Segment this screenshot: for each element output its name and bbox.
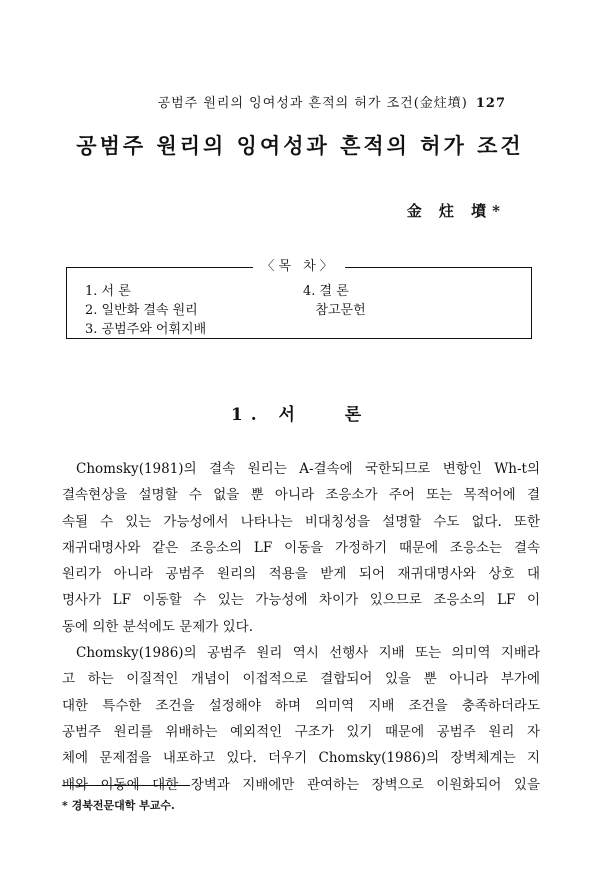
toc-item: 1. 서 론 [85,284,131,299]
body-line: 체에 문제점을 내포하고 있다. 더우기 Chomsky(1986)의 장벽체계는 지 [62,750,540,767]
toc-heading: 〈목 차〉 [253,259,344,274]
body-line: 원리가 아니라 공범주 원리의 적용을 받게 되어 재귀대명사와 상호 대 [62,566,540,583]
body-line: 배와 이동에 대한 장벽과 지배에만 관여하는 장벽으로 이원화되어 있을 [62,776,540,793]
body-line: 결속현상을 설명할 수 없을 뿐 아니라 조응소가 주어 또는 목적어에 결 [62,487,540,504]
body-line: 동에 의한 분석에도 문제가 있다. [62,618,253,635]
toc-item: 3. 공범주와 어휘지배 [85,322,207,337]
toc-right-column [303,282,366,320]
running-header [158,92,506,111]
toc-item: 2. 일반화 결속 원리 [85,303,198,318]
body-line: 공범주 원리를 위배하는 예외적인 구조가 있기 때문에 공범주 원리 자 [62,723,540,740]
body-line: 대한 특수한 조건을 설정해야 하며 의미역 지배 조건을 충족하더라도 [62,697,540,714]
body-text [62,456,540,798]
body-line: 재귀대명사와 같은 조응소의 LF 이동을 가정하기 때문에 조응소는 결속 [62,539,540,556]
body-line: 명사가 LF 이동할 수 있는 가능성에 차이가 있으므로 조응소의 LF 이 [62,592,540,609]
body-line: 속될 수 있는 가능성에서 나타나는 비대칭성을 설명할 수도 없다. 또한 [62,513,540,530]
body-line: 고 하는 이질적인 개념이 이접적으로 결합되어 있을 뿐 아니라 부가에 [62,671,540,688]
running-title: 공범주 원리의 잉여성과 흔적의 허가 조건(金炷墳) [157,96,468,111]
body-line: Chomsky(1981)의 결속 원리는 A-결속에 국한되므로 변항인 Wh-t의 [76,461,540,477]
footnote-divider [62,785,190,786]
toc-heading-wrapper [67,258,531,276]
footnote: * 경북전문대학 부교수. [62,799,175,812]
body-line: Chomsky(1986)의 공범주 원리 역시 선행사 지배 또는 의미역 지배라 [76,645,540,662]
page-number: 127 [475,96,506,111]
toc-item: 4. 결 론 [303,284,349,299]
paper-title: 공범주 원리의 잉여성과 흔적의 허가 조건 [76,133,524,158]
toc-item: 참고문헌 [303,303,366,318]
section-heading: 1. 서 론 [230,405,370,425]
toc-left-column [85,282,206,339]
author-name: 金 炷 墳* [406,202,506,220]
table-of-contents [66,259,532,339]
